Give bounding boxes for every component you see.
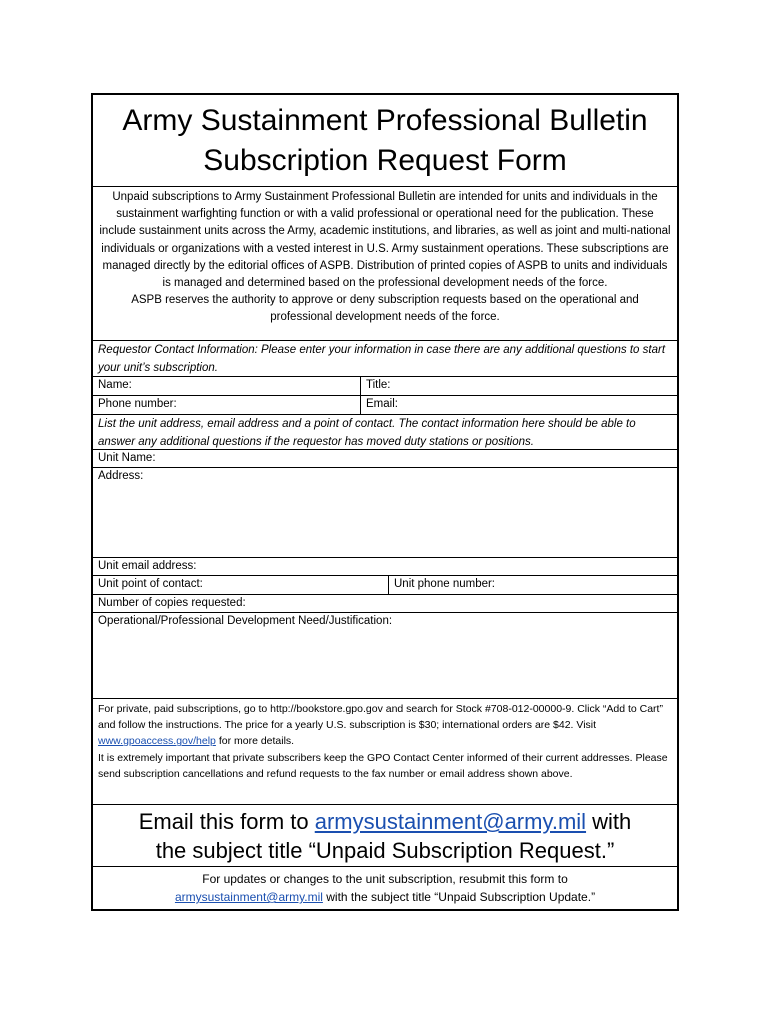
requestor-name-field[interactable]: Name:: [93, 377, 361, 395]
unit-instruction: List the unit address, email address and a point of contact. The contact information here should be able to answer any additional questions if the requestor has moved duty stations or positions.: [93, 415, 677, 450]
intro-reserve-note: ASPB reserves the authority to approve or deny subscription requests based on the operational and professional development needs of the force.: [131, 294, 639, 324]
intro-section: [93, 187, 677, 341]
updates-instruction: [93, 867, 677, 909]
requestor-row-2: [93, 396, 677, 415]
paid-subscription-info: [93, 699, 677, 805]
justification-field[interactable]: Operational/Professional Development Need/Justification:: [93, 613, 677, 699]
email-prefix: Email this form to: [138, 809, 315, 834]
subscription-form: [91, 93, 679, 911]
paid-text-3: It is extremely important that private subscribers keep the GPO Contact Center informed of their current addresses. Please send subscription cancellations and refund requests to the fax number or email address shown above.: [98, 751, 668, 780]
email-suffix: with: [586, 809, 632, 834]
paid-text-2: for more details.: [215, 735, 295, 748]
requestor-phone-field[interactable]: Phone number:: [93, 396, 361, 414]
email-address-link[interactable]: armysustainment@army.mil: [314, 809, 587, 834]
updates-suffix: with the subject title “Unpaid Subscription Update.”: [322, 890, 596, 904]
gpoaccess-help-link[interactable]: www.gpoaccess.gov/help: [98, 735, 216, 748]
unit-email-field[interactable]: Unit email address:: [93, 558, 677, 576]
form-title-line1: Army Sustainment Professional Bulletin: [122, 103, 648, 137]
updates-email-link[interactable]: armysustainment@army.mil: [174, 890, 323, 904]
updates-line1: For updates or changes to the unit subscription, resubmit this form to: [202, 872, 568, 886]
unit-name-field[interactable]: Unit Name:: [93, 450, 677, 468]
paid-text-1: For private, paid subscriptions, go to http://bookstore.gpo.gov and search for Stock #708-012-00000-9. Click “Add to Cart” and follow the instructions. The price for a yearly U.S. subscription is $30; international orders are $42. Visit: [98, 703, 663, 732]
unit-contact-row: [93, 576, 677, 595]
requestor-title-field[interactable]: Title:: [366, 379, 391, 391]
requestor-row-1: [93, 377, 677, 396]
email-instruction: [93, 805, 677, 867]
email-subject-line: the subject title “Unpaid Subscription Request.”: [155, 838, 615, 863]
intro-paragraph: Unpaid subscriptions to Army Sustainment Professional Bulletin are intended for units and individuals in the sustainment warfighting function or with a valid professional or operational need for the publication. These include sustainment units across the Army, academic institutions, and libraries, as well as joint and multi-national individuals or organizations with a vested interest in U.S. Army sustainment operations. These subscriptions are managed directly by the editorial offices of ASPB. Distribution of printed copies of ASPB to units and individuals is managed and determined based on the professional development needs of the force.: [99, 191, 671, 290]
form-title: [93, 95, 677, 187]
requestor-instruction: Requestor Contact Information: Please enter your information in case there are any additional questions to start your unit’s subscription.: [93, 341, 677, 377]
form-title-line2: Subscription Request Form: [203, 143, 567, 177]
copies-requested-field[interactable]: Number of copies requested:: [93, 595, 677, 613]
unit-phone-field[interactable]: Unit phone number:: [394, 578, 496, 590]
unit-poc-field[interactable]: Unit point of contact:: [93, 576, 389, 594]
requestor-email-field[interactable]: Email:: [366, 398, 398, 410]
unit-address-field[interactable]: Address:: [93, 468, 677, 558]
